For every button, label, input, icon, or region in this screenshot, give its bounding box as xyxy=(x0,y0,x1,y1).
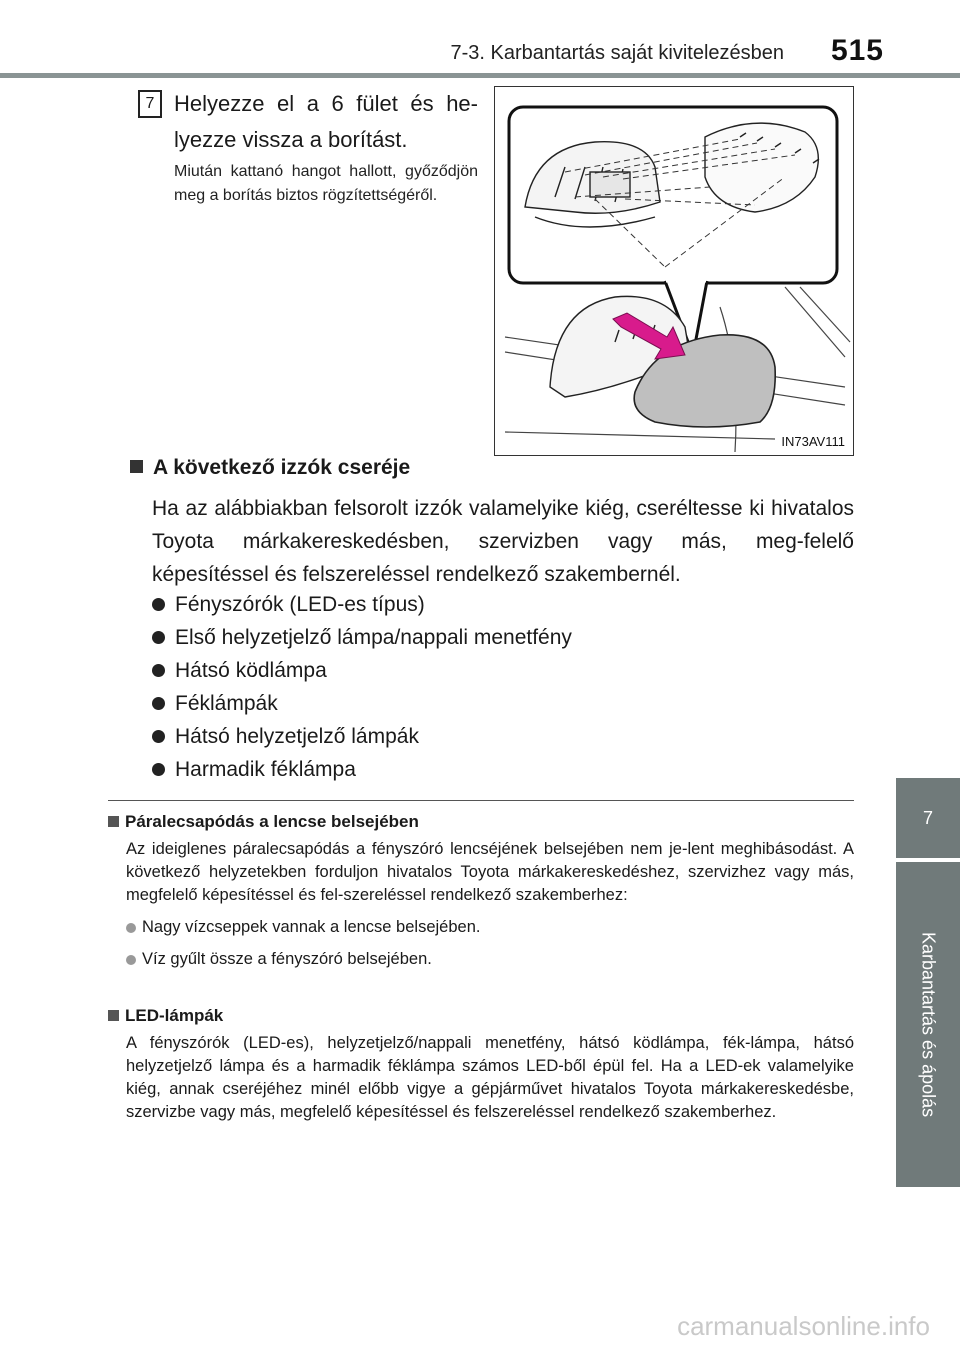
note-led xyxy=(108,1004,854,1124)
step-note: Miután kattanó hangot hallott, győződjön meg a borítás biztos rögzítettségéről. xyxy=(174,163,478,204)
list-item-text: Hátsó ködlámpa xyxy=(175,659,327,682)
note-bullet-text: Víz gyűlt össze a fényszóró belsejében. xyxy=(142,950,432,968)
mirror-diagram xyxy=(495,87,854,456)
note-title: Páralecsapódás a lencse belsejében xyxy=(125,812,419,831)
square-bullet-icon xyxy=(108,1010,119,1021)
note-title: LED-lámpák xyxy=(125,1006,224,1025)
notes-divider xyxy=(108,800,854,801)
list-item xyxy=(152,720,854,753)
note-heading xyxy=(108,810,854,834)
section-body: Ha az alábbiakban felsorolt izzók valamelyike kiég, cseréltesse ki hivatalos Toyota márkakereskedésben, szervizben vagy más, meg-felelő képesítéssel és felszereléssel rendelkező szakembernél. xyxy=(152,497,854,586)
bullet-icon xyxy=(152,598,165,611)
list-item xyxy=(152,654,854,687)
square-bullet-icon xyxy=(130,460,143,473)
square-bullet-icon xyxy=(108,816,119,827)
bullet-icon xyxy=(152,697,165,710)
bullet-icon xyxy=(152,730,165,743)
bullet-icon xyxy=(152,763,165,776)
note-bullet xyxy=(126,916,854,939)
note-bullet xyxy=(126,948,854,971)
bulb-list xyxy=(152,588,854,786)
bullet-icon xyxy=(152,664,165,677)
list-item-text: Első helyzetjelző lámpa/nappali menetfény xyxy=(175,626,572,649)
note-body: A fényszórók (LED-es), helyzetjelző/nappali menetfény, hátsó ködlámpa, fék-lámpa, hátsó helyzetjelző lámpa és a harmadik féklámpa számos LED-ből épül fel. Ha a LED-ek valamelyike kiég, annak cseréjéhez minél előbb vigye a gépjárművet hivatalos Toyota márkakereskedésbe, szervizbe vagy más, megfelelő képesítéssel és felszereléssel rendelkező szakemberhez. xyxy=(126,1034,854,1121)
watermark: carmanualsonline.info xyxy=(677,1311,930,1341)
note-body: Az ideiglenes páralecsapódás a fényszóró lencséjének belsejében nem je-lent meghibásodást. A következő helyzetekben forduljon hivatalos Toyota márkakereskedéshez, szervizhez vagy más, megfelelő képesítéssel és fel-szereléssel rendelkező szakemberhez: xyxy=(126,840,854,904)
list-item xyxy=(152,687,854,720)
section-title: A következő izzók cseréje xyxy=(153,456,411,479)
step-instruction: Helyezze el a 6 fület és he-lyezze vissza a borítást. xyxy=(174,91,478,152)
header-section-title: 7-3. Karbantartás saját kivitelezésben xyxy=(450,42,784,64)
note-condensation xyxy=(108,810,854,971)
list-item xyxy=(152,588,854,621)
bullet-icon xyxy=(126,923,136,933)
list-item-text: Fényszórók (LED-es típus) xyxy=(175,593,425,616)
mirror-cover-illustration xyxy=(494,86,854,456)
bullet-icon xyxy=(152,631,165,644)
bullet-icon xyxy=(126,955,136,965)
page-number: 515 xyxy=(830,34,884,67)
step-number: 7 xyxy=(138,90,162,118)
list-item-text: Hátsó helyzetjelző lámpák xyxy=(175,725,419,748)
note-bullet-text: Nagy vízcseppek vannak a lencse belsejében. xyxy=(142,918,481,936)
list-item xyxy=(152,621,854,654)
chapter-title: Karbantartás és ápolás xyxy=(918,932,939,1118)
list-item xyxy=(152,753,854,786)
figure-code: IN73AV111 xyxy=(781,434,845,449)
section-heading xyxy=(130,456,410,480)
list-item-text: Harmadik féklámpa xyxy=(175,758,356,781)
header-rule xyxy=(0,73,960,78)
chapter-number-tab: 7 xyxy=(896,778,960,858)
list-item-text: Féklámpák xyxy=(175,692,278,715)
note-heading xyxy=(108,1004,854,1028)
